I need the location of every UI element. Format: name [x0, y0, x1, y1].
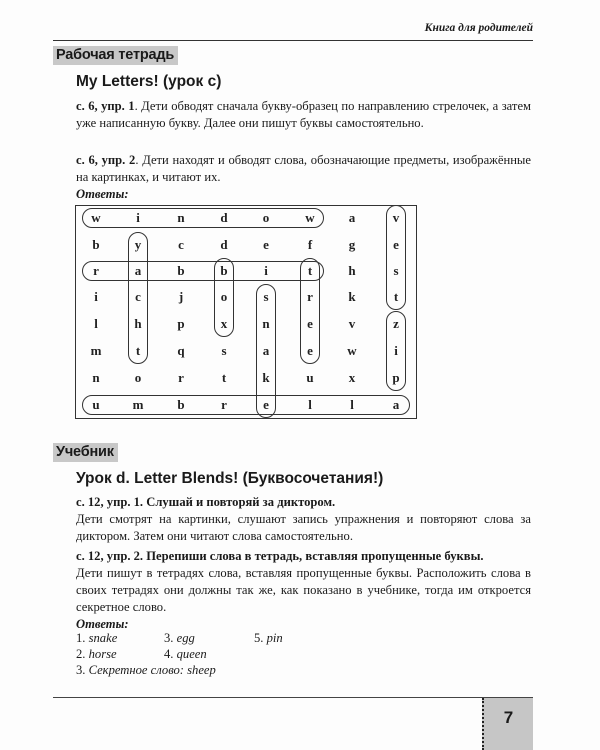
grid-letter: r — [307, 289, 313, 304]
exercise-ref: с. 6, упр. 2 — [76, 153, 136, 167]
grid-letter: b — [177, 397, 185, 412]
grid-letter: b — [92, 237, 100, 252]
answer-item: 3. egg — [164, 631, 195, 645]
grid-letter: s — [263, 289, 269, 304]
exercise-heading: с. 12, упр. 1. Слушай и повторяй за диктором. — [76, 495, 336, 509]
grid-letter: c — [178, 237, 184, 252]
grid-letter: v — [348, 316, 356, 331]
grid-letter: x — [348, 370, 356, 385]
grid-letter: p — [177, 316, 185, 331]
grid-letter: t — [307, 263, 313, 278]
answers-label: Ответы: — [76, 617, 129, 631]
grid-letter: e — [393, 237, 399, 252]
lesson-title-workbook: My Letters! (урок с) — [76, 73, 222, 90]
grid-letter: o — [220, 289, 228, 304]
grid-letter: t — [221, 370, 227, 385]
textbook-exercise-2 — [76, 548, 531, 633]
answer-item: 5. pin — [254, 631, 283, 645]
grid-letter: i — [264, 263, 268, 278]
answer-item: 1. snake — [76, 631, 118, 645]
grid-letter: o — [262, 210, 270, 225]
grid-letter: z — [393, 316, 399, 331]
grid-letter: k — [348, 289, 356, 304]
word-oval-umbrella — [82, 395, 410, 415]
grid-letter: a — [262, 343, 270, 358]
page-number-box — [482, 698, 533, 750]
word-oval-yacht — [128, 232, 148, 364]
grid-letter: u — [92, 397, 100, 412]
lesson-title-textbook: Урок d. Letter Blends! (Буквосочетания!) — [76, 470, 384, 487]
grid-letter: n — [177, 210, 185, 225]
grid-letter: w — [347, 343, 357, 358]
grid-letter: n — [92, 370, 100, 385]
grid-letter: g — [348, 237, 356, 252]
grid-letter: x — [220, 316, 228, 331]
answers-label: Ответы: — [76, 187, 129, 201]
answer-item: 4. queen — [164, 647, 207, 661]
grid-letter: s — [221, 343, 227, 358]
grid-letter: i — [136, 210, 140, 225]
grid-letter: e — [307, 343, 313, 358]
grid-letter: n — [262, 316, 270, 331]
grid-letter: t — [135, 343, 141, 358]
grid-letter: h — [134, 316, 142, 331]
grid-letter: a — [348, 210, 356, 225]
grid-letter: w — [305, 210, 315, 225]
word-oval-box — [214, 258, 234, 337]
exercise-ref: с. 6, упр. 1 — [76, 99, 135, 113]
grid-letter: m — [90, 343, 102, 358]
grid-letter: a — [134, 263, 142, 278]
word-oval-rabbit — [82, 261, 324, 281]
grid-letter: m — [132, 397, 144, 412]
answers-list — [76, 630, 376, 664]
grid-letter: w — [91, 210, 101, 225]
grid-letter: i — [394, 343, 398, 358]
grid-letter: h — [348, 263, 356, 278]
grid-letter: t — [393, 289, 399, 304]
exercise-text: Дети смотрят на картинки, слушают запись упражнения и повторяют слова за диктором. Затем они читают слова самостоятельно. — [76, 512, 531, 543]
grid-letter: j — [178, 289, 184, 304]
grid-letter: b — [220, 263, 228, 278]
grid-letter: i — [94, 289, 98, 304]
answer-item: 2. horse — [76, 647, 117, 661]
textbook-exercise-1 — [76, 494, 531, 545]
section-label-textbook: Учебник — [53, 443, 118, 462]
section-label-workbook: Рабочая тетрадь — [53, 46, 178, 65]
grid-letter: q — [177, 343, 185, 358]
grid-letter: l — [308, 397, 312, 412]
grid-letter: f — [307, 237, 313, 252]
exercise-text: Дети пишут в тетрадях слова, вставляя пропущенные буквы. Расположить слова в своих тетрадях они должны так же, как показано в учебнике, тогда им откроется секретное слово. — [76, 566, 531, 614]
grid-letter: y — [134, 237, 142, 252]
grid-letter: o — [134, 370, 142, 385]
exercise-text: . Дети обводят сначала букву-образец по направлению стрелочек, а затем уже написанную букву. Далее они пишут буквы самостоятельно. — [76, 99, 531, 130]
grid-letter: b — [177, 263, 185, 278]
grid-letter: a — [392, 397, 400, 412]
grid-letter: c — [135, 289, 141, 304]
page-number: 7 — [503, 708, 514, 727]
grid-letter: r — [221, 397, 227, 412]
grid-letter: r — [93, 263, 99, 278]
exercise-text: . Дети находят и обводят слова, обозначающие предметы, изображённые на картинках, и читают их. — [76, 153, 531, 184]
grid-letter: v — [392, 210, 400, 225]
footer-rule — [53, 697, 533, 698]
grid-letter: k — [262, 370, 270, 385]
grid-letter: d — [220, 237, 228, 252]
word-oval-snake — [256, 284, 276, 418]
grid-letter: e — [307, 316, 313, 331]
grid-letter: l — [94, 316, 98, 331]
grid-letter: r — [178, 370, 184, 385]
grid-letter: u — [306, 370, 314, 385]
word-oval-tree — [300, 258, 320, 364]
secret-word: 3. Секретное слово: sheep — [76, 663, 216, 677]
grid-letter: e — [263, 397, 269, 412]
grid-letter: e — [263, 237, 269, 252]
grid-letter: s — [393, 263, 399, 278]
grid-letter: d — [220, 210, 228, 225]
grid-letter: l — [350, 397, 354, 412]
grid-letter: p — [392, 370, 400, 385]
word-oval-zip — [386, 311, 406, 391]
word-oval-window — [82, 208, 324, 228]
exercise-heading: с. 12, упр. 2. Перепиши слова в тетрадь, вставляя пропущенные буквы. — [76, 549, 484, 563]
word-oval-vest — [386, 205, 406, 310]
running-head: Книга для родителей — [424, 22, 533, 34]
